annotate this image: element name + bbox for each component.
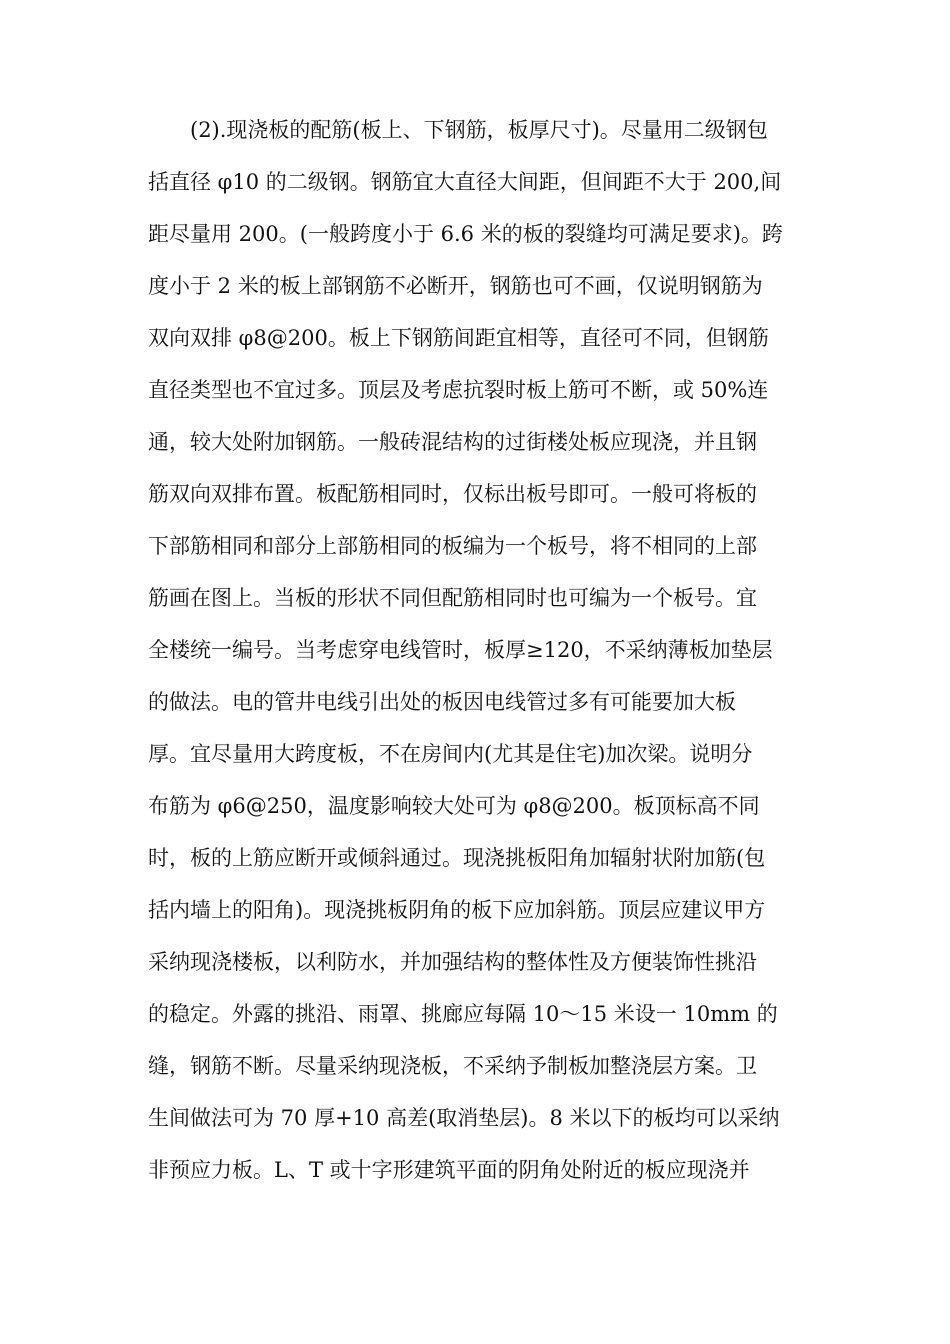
text-line: 缝，钢筋不断。尽量采纳现浇板，不采纳予制板加整浇层方案。卫 [148, 1054, 757, 1078]
text-line: 双向双排 φ8@200。板上下钢筋间距宜相等，直径可不同，但钢筋 [148, 326, 769, 350]
text-line: 全楼统一编号。当考虑穿电线管时，板厚≥120，不采纳薄板加垫层 [148, 638, 773, 662]
text-line: 采纳现浇楼板，以利防水，并加强结构的整体性及方便装饰性挑沿 [148, 950, 757, 974]
text-line: 距尽量用 200。(一般跨度小于 6.6 米的板的裂缝均可满足要求)。跨 [148, 222, 783, 246]
text-line: 下部筋相同和部分上部筋相同的板编为一个板号，将不相同的上部 [148, 534, 757, 558]
text-line: 布筋为 φ6@250，温度影响较大处可为 φ8@200。板顶标高不同 [148, 794, 760, 818]
text-line: 括直径 φ10 的二级钢。钢筋宜大直径大间距，但间距不大于 200,间 [148, 170, 782, 194]
text-line: (2).现浇板的配筋(板上、下钢筋，板厚尺寸)。尽量用二级钢包 [190, 118, 768, 142]
text-line: 厚。宜尽量用大跨度板，不在房间内(尤其是住宅)加次梁。说明分 [148, 742, 753, 766]
text-line: 括内墙上的阳角)。现浇挑板阴角的板下应加斜筋。顶层应建议甲方 [148, 898, 766, 922]
text-line: 筋画在图上。当板的形状不同但配筋相同时也可编为一个板号。宜 [148, 586, 757, 610]
text-line: 时，板的上筋应断开或倾斜通过。现浇挑板阳角加辐射状附加筋(包 [148, 846, 766, 870]
text-line: 非预应力板。L、T 或十字形建筑平面的阴角处附近的板应现浇并 [148, 1158, 750, 1182]
text-line: 直径类型也不宜过多。顶层及考虑抗裂时板上筋可不断，或 50%连 [148, 378, 769, 402]
text-line: 的稳定。外露的挑沿、雨罩、挑廊应每隔 10～15 米设一 10mm 的 [148, 1002, 778, 1026]
text-line: 筋双向双排布置。板配筋相同时，仅标出板号即可。一般可将板的 [148, 482, 757, 506]
text-line: 通，较大处附加钢筋。一般砖混结构的过街楼处板应现浇，并且钢 [148, 430, 757, 454]
text-line: 的做法。电的管井电线引出处的板因电线管过多有可能要加大板 [148, 690, 736, 714]
text-line: 生间做法可为 70 厚+10 高差(取消垫层)。8 米以下的板均可以采纳 [148, 1106, 780, 1130]
text-line: 度小于 2 米的板上部钢筋不必断开，钢筋也可不画，仅说明钢筋为 [148, 274, 763, 298]
